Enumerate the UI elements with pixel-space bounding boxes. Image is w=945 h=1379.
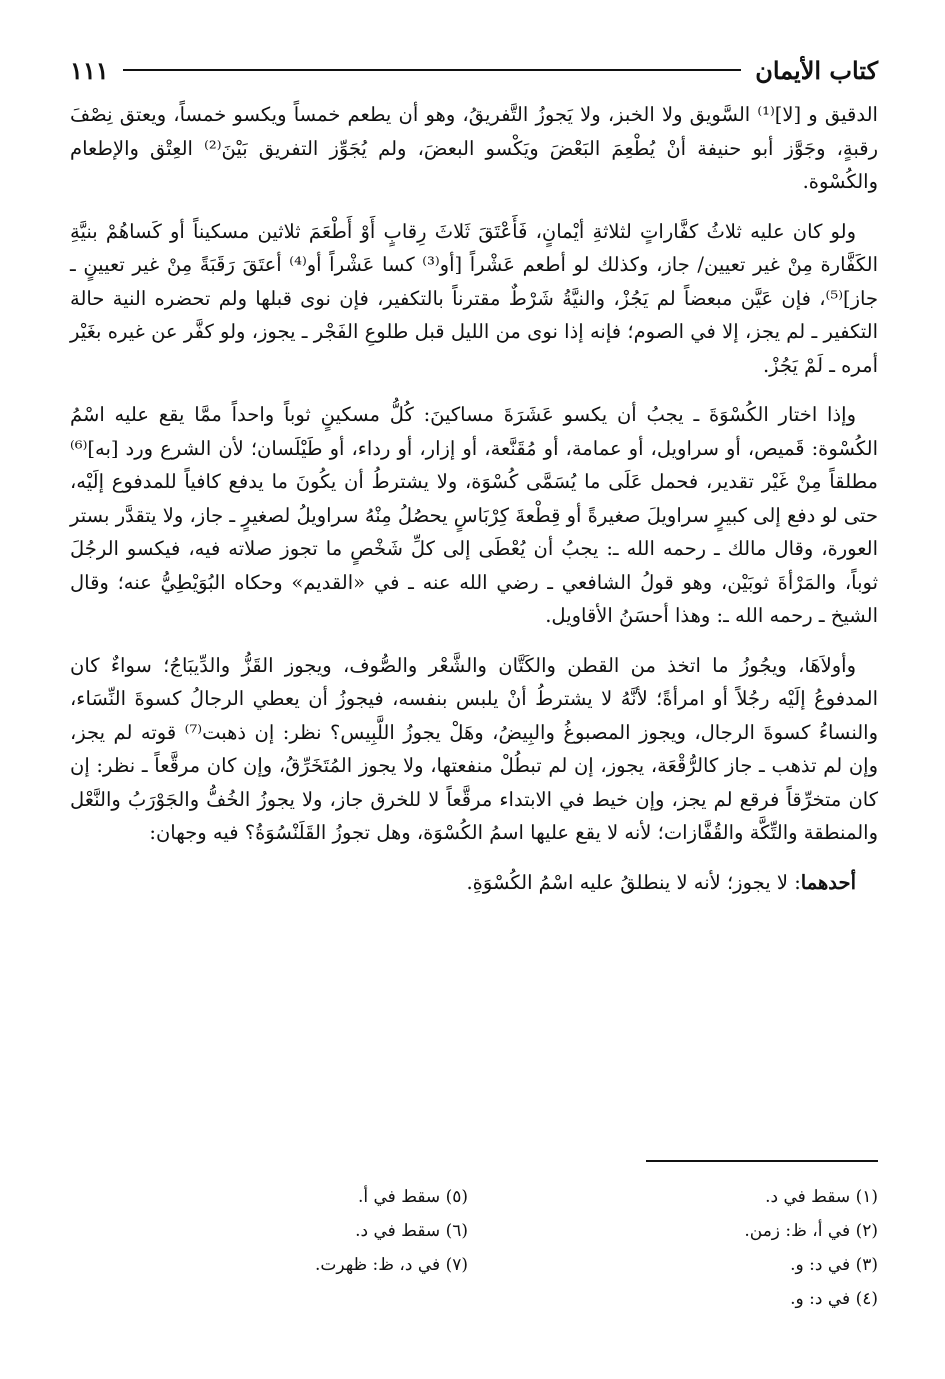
footnote: (٢) في أ، ظ: زمن.: [744, 1221, 878, 1241]
footnotes-left-column: [88, 1180, 468, 1316]
document-page: [70, 48, 879, 1309]
first-opinion-label: أحدهما: [800, 870, 856, 894]
footnotes: [70, 1180, 878, 1316]
footnote: (٣) في د: و.: [790, 1255, 878, 1275]
footnote: (١) سقط في د.: [765, 1187, 878, 1207]
body-text: [70, 98, 878, 899]
paragraph: وإذا اختار الكُسْوَةَ ـ يجبُ أن يكسو عَشَرَةَ مساكينَ: كُلُّ مسكينٍ ثوباً واحداً ممَّا يقع عليه اسْمُ الكُسْوة: قَميص، أو سراويل، أو عمامة، أو مُقَنَّعة، أو إزار، أو رداء، أو طَيْلَسان؛ لأن الشرع ورد [به]⁽⁶⁾ مطلقاً مِنْ غَيْر تقدير، فحمل عَلَى ما يُسَمَّى كُسْوَة، ولا يشترطُ أن يكُونَ ما يدفع كافياً للمدفوع إلَيْه، حتى لو دفع إلى كبيرٍ سراويلَ صغيرةً أو قِطْعةَ كِرْبَاسٍ يحصُلُ مِنْهُ سراويلُ لصغيرٍ ـ جاز، ولا يتقدَّر بستر العورة، وقال مالك ـ رحمه الله ـ: يجبُ أن يُعْطَى إلى كلِّ شَخْصٍ ما تجوز صلاته فيه، فيكسو الرجُلَ ثوباً، والمَرْأةَ ثوبَيْن، وهو قولُ الشافعي ـ رضي الله عنه ـ في «القديم» وحكاه البُوَيْطِيُّ عنه؛ وقال الشيخ ـ رحمه الله ـ: وهذا أحسَنُ الأقاويل.: [70, 403, 878, 627]
page-number: ١١١: [70, 55, 109, 85]
page-header: [70, 48, 878, 92]
paragraph: الدقيق و [لا]⁽¹⁾ السَّويق ولا الخبز، ولا يَجوزُ التَّفريقُ، وهو أن يطعم خمساً ويكسو خمساً، ويعتق نِصْفَ رقبةٍ، وجَوَّز أبو حنيفة أنْ يُطْعِمَ البَعْضَ ويَكْسو البعضَ، ولم يُجَوِّز التفريق بَيْنَ⁽²⁾ العِتْق والإطعام والكُسْوة.: [70, 103, 879, 193]
footnote-rule: [646, 1160, 878, 1162]
footnotes-right-column: [498, 1180, 878, 1316]
footnote: (٥) سقط في أ.: [357, 1187, 468, 1207]
footnote: (٤) في د: و.: [790, 1289, 878, 1309]
paragraph: وأولاَهَا، ويجُوزُ ما اتخذ من القطن والكَتَّان والشَّعْر والصُّوف، ويجوز القَزُّ والدِّيبَاجُ؛ سواءٌ كان المدفوعُ إلَيْه رجُلاً أو امرأةً؛ لأنَّهُ لا يشترطُ أنْ يلبس بنفسه، فيجوزُ أن يعطي الرجالُ كسوةَ النِّسَاء، والنساءُ كسوةَ الرجال، ويجوز المصبوغُ والبِيضُ، وهَلْ يجوزُ اللَّبِيس؟ نظر: إن ذهبت⁽⁷⁾ قوته لم يجز، وإن لم تذهب ـ جاز كالرُّقْعَة، يجوز، إن لم تبطُلْ منفعتها، ولا يجوز المُتَخَرِّقُ، وإن كان مرقَّعاً ـ نظر: إن كان متخرِّقاً فرقع لم يجز، وإن خيط في الابتداء مرقَّعاً لا للخرق جاز، ولا يجوزُ الخُفُّ والجَوْرَبُ والنَّعْل والمنطقة والتِّكَّة والقُفَّازات؛ لأنه لا يقع عليها اسمُ الكُسْوَة، وهل تجوزُ القَلَنْسُوَةُ؟ فيه وجهان:: [70, 653, 878, 844]
footnote: (٦) سقط في د.: [355, 1221, 468, 1241]
chapter-title: كتاب الأيمان: [755, 55, 878, 85]
paragraph-last: [70, 866, 878, 900]
paragraph: ولو كان عليه ثلاثُ كفَّاراتٍ لثلاثةِ أيْمانٍ، فَأَعْتَقَ ثَلاثَ رِقابٍ أَوْ أَطْعَمَ ثلاثين مسكيناً أو كَساهُمْ بنيَّةِ الكَفَّارة مِنْ غير تعيين/ جاز، وكذلك لو أطعم عَشْراً [أو⁽³⁾ كسا عَشْراً أو⁽⁴⁾ أعتَقَ رَقَبَةً مِنْ غير تعيينٍ ـ جاز]⁽⁵⁾، فإن عَيَّن مبعضاً لم يَجُزْ، والنيَّةُ شَرْطٌ مقترناً بالتكفير، فإن نوى قبلها ولم تحضره النية حالة التكفير ـ لم يجز، إلا في الصوم؛ فإنه إذا نوى من الليل قبل طلوعِ الفَجْر ـ يجوز، ولو كفَّر عن غيره بغَيْر أمره ـ لَمْ يَجُزْ.: [70, 219, 879, 377]
first-opinion-text: : لا يجوز؛ لأنه لا ينطلقُ عليه اسْمُ الكُسْوَةِ.: [466, 870, 801, 894]
header-rule: [123, 69, 742, 71]
footnote: (٧) في د، ظ: ظهرت.: [315, 1255, 468, 1275]
